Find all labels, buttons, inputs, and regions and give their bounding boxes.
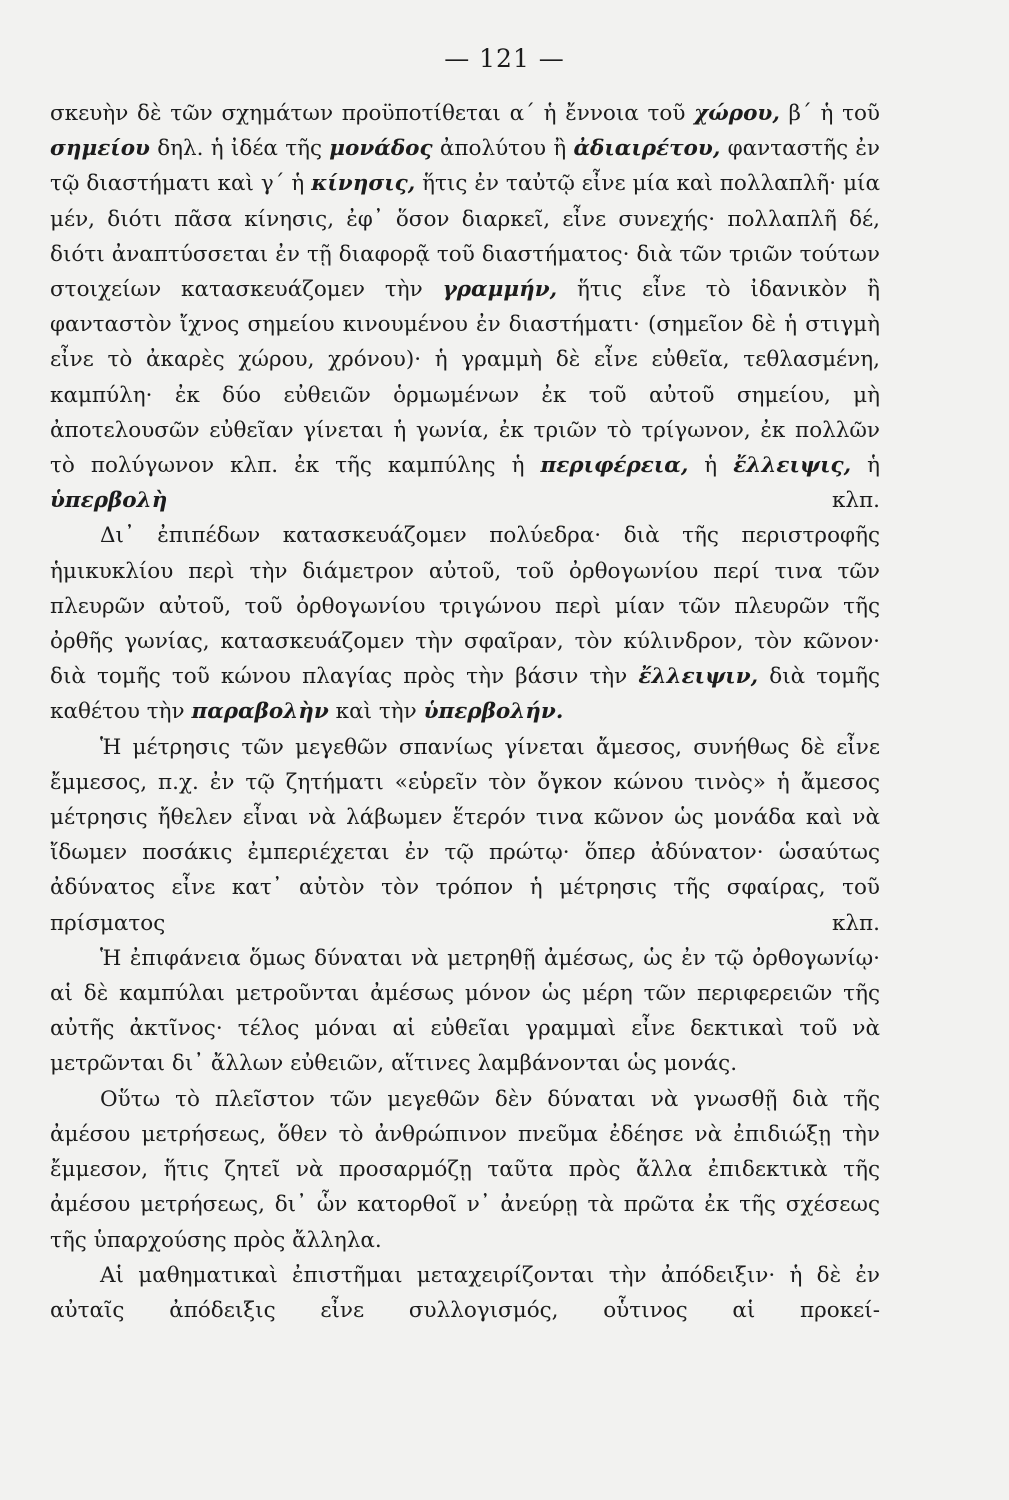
paragraph xyxy=(50,1082,880,1258)
page-number: — 121 — xyxy=(444,44,565,73)
text-run: Ἡ ἐπιφάνεια ὅμως δύναται νὰ μετρηθῇ ἀμέσως, ὡς ἐν τῷ ὀρθογωνίῳ· αἱ δὲ καμπύλαι μετροῦνται ἀμέσως μόνον ὡς μέρη τῶν περιφερειῶν τῆς αὐτῆς ἀκτῖνος· τέλος μόναι αἱ εὐθεῖαι γραμμαὶ εἶνε δεκτικαὶ τοῦ νὰ μετρῶνται δι᾿ ἄλλων εὐθειῶν, αἵτινες λαμβάνονται ὡς μονάς. xyxy=(50,945,880,1077)
emphasized-term: ἀδιαιρέτου, xyxy=(573,136,721,162)
body-text xyxy=(50,96,880,1328)
emphasized-term: ἔλλειψιν, xyxy=(638,664,759,690)
paragraph xyxy=(50,730,880,941)
emphasized-term: μονάδος xyxy=(329,136,433,162)
paragraph xyxy=(50,96,880,518)
emphasized-term: κίνησις, xyxy=(311,171,416,197)
text-run: δηλ. ἡ ἰδέα τῆς xyxy=(149,136,330,162)
emphasized-term: περιφέρεια, xyxy=(540,453,689,479)
text-run: Οὕτω τὸ πλεῖστον τῶν μεγεθῶν δὲν δύναται νὰ γνωσθῇ διὰ τῆς ἀμέσου μετρήσεως, ὅθεν τὸ ἀνθρώπινον πνεῦμα ἐδέησε νὰ ἐπιδιώξῃ τὴν ἔμμεσον, ἥτις ζητεῖ νὰ προσαρμόζῃ ταῦτα πρὸς ἄλλα ἐπιδεκτικὰ τῆς ἀμέσου μετρήσεως, δι᾿ ὧν κατορθοῖ ν᾿ ἀνεύρῃ τὰ πρῶτα ἐκ τῆς σχέσεως τῆς ὑπαρχούσης πρὸς ἄλληλα. xyxy=(50,1086,880,1253)
paragraph xyxy=(50,518,880,729)
text-run: κλπ. xyxy=(167,488,880,514)
text-run: διὰ τομῆς καθέτου τὴν xyxy=(50,664,880,725)
paragraph xyxy=(50,1258,880,1328)
text-run: ἥτις ἐν ταὐτῷ εἶνε μία καὶ πολλαπλῆ· μία μέν, διότι πᾶσα κίνησις, ἐφ᾿ ὅσον διαρκεῖ, εἶνε συνεχής· πολλαπλῆ δέ, διότι ἀναπτύσσεται ἐν τῇ διαφορᾷ τοῦ διαστήματος· διὰ τῶν τριῶν τούτων στοιχείων κατασκευάζομεν τὴν xyxy=(50,171,880,303)
text-run: Αἱ μαθηματικαὶ ἐπιστῆμαι μεταχειρίζονται τὴν ἀπόδειξιν· ἡ δὲ ἐν αὐταῖς ἀπόδειξις εἶνε συλλογισμός, οὗτινος αἱ προκεί- xyxy=(50,1262,880,1323)
emphasized-term: ὑπερβολὴ xyxy=(50,488,168,514)
text-run: β΄ ἡ τοῦ xyxy=(779,101,880,126)
emphasized-term: ὑπερβολήν. xyxy=(423,699,564,725)
emphasized-term: γραμμήν, xyxy=(442,277,558,303)
text-run: ἀπολύτου ἢ xyxy=(432,136,574,162)
emphasized-term: σημείου xyxy=(50,136,150,162)
text-run: ἡ xyxy=(688,453,734,479)
text-run: ἡ xyxy=(851,453,881,479)
text-run: Ἡ μέτρησις τῶν μεγεθῶν σπανίως γίνεται ἄμεσος, συνήθως δὲ εἶνε ἔμμεσος, π.χ. ἐν τῷ ζητήματι «εὑρεῖν τὸν ὄγκον κώνου τινὸς» ἡ ἄμεσος μέτρησις ἤθελεν εἶναι νὰ λάβωμεν ἕτερόν τινα κῶνον ὡς μονάδα καὶ νὰ ἴδωμεν ποσάκις ἐμπεριέχεται ἐν τῷ πρώτῳ· ὅπερ ἀδύνατον· ὡσαύτως ἀδύνατος εἶνε κατ᾿ αὐτὸν τὸν τρόπον ἡ μέτρησις τῆς σφαίρας, τοῦ πρίσματος κλπ. xyxy=(50,734,880,936)
text-run: φανταστῆς ἐν τῷ διαστήματι καὶ γ΄ ἡ xyxy=(50,136,880,197)
text-run: σκευὴν δὲ τῶν σχημάτων προϋποτίθεται α΄ ἡ ἔννοια τοῦ xyxy=(50,101,695,126)
emphasized-term: παραβολὴν xyxy=(191,699,329,725)
emphasized-term: χώρου, xyxy=(694,101,780,126)
text-run: ἥτις εἶνε τὸ ἰδανικὸν ἢ φανταστὸν ἴχνος σημείου κινουμένου ἐν διαστήματι· (σημεῖον δὲ ἡ στιγμὴ εἶνε τὸ ἀκαρὲς χώρου, χρόνου)· ἡ γραμμὴ δὲ εἶνε εὐθεῖα, τεθλασμένη, καμπύλη· ἐκ δύο εὐθειῶν ὁρμωμένων ἐκ τοῦ αὐτοῦ σημείου, μὴ ἀποτελουσῶν εὐθεῖαν γίνεται ἡ γωνία, ἐκ τριῶν τὸ τρίγωνον, ἐκ πολλῶν τὸ πολύγωνον κλπ. ἐκ τῆς καμπύλης ἡ xyxy=(50,277,880,479)
emphasized-term: ἔλλειψις, xyxy=(733,453,852,479)
text-run: Δι᾿ ἐπιπέδων κατασκευάζομεν πολύεδρα· διὰ τῆς περιστροφῆς ἡμικυκλίου περὶ τὴν διάμετρον αὐτοῦ, τοῦ ὀρθογωνίου περί τινα τῶν πλευρῶν αὐτοῦ, τοῦ ὀρθογωνίου τριγώνου περὶ μίαν τῶν πλευρῶν τῆς ὀρθῆς γωνίας, κατασκευάζομεν τὴν σφαῖραν, τὸν κύλινδρον, τὸν κῶνον· διὰ τομῆς τοῦ κώνου πλαγίας πρὸς τὴν βάσιν τὴν xyxy=(50,523,880,690)
paragraph xyxy=(50,941,880,1082)
text-run: καὶ τὴν xyxy=(328,699,424,725)
